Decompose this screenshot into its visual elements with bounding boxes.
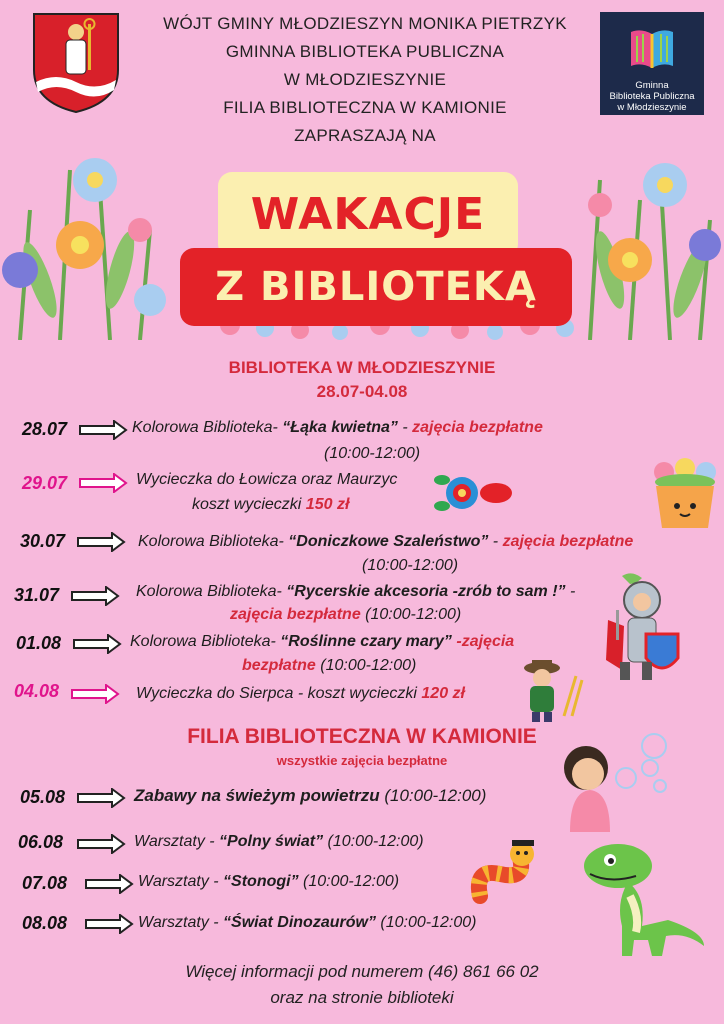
knight-icon xyxy=(602,570,682,682)
event-prefix: Kolorowa Biblioteka- xyxy=(136,583,287,600)
event-date: 07.08 xyxy=(22,873,68,893)
header-text xyxy=(130,10,600,150)
header-line: ZAPRASZAJĄ NA xyxy=(294,126,436,145)
event-description: Wycieczka do Łowicza oraz Maurzyc xyxy=(136,471,398,488)
event-description xyxy=(138,873,399,891)
footer-info: oraz na stronie biblioteki xyxy=(270,988,454,1007)
event-time: (10:00-12:00) xyxy=(320,657,417,674)
event-prefix: Kolorowa Biblioteka- xyxy=(138,533,289,550)
event-note: -zajęcia xyxy=(451,633,515,650)
coat-of-arms-icon xyxy=(30,10,122,114)
event-price: 150 zł xyxy=(305,496,350,513)
event-note: bezpłatne xyxy=(242,657,316,674)
event-description xyxy=(134,786,486,806)
header-line: GMINNA BIBLIOTEKA PUBLICZNA xyxy=(225,42,505,61)
event-separator: - xyxy=(488,533,503,550)
header-line: FILIA BIBLIOTECZNA W KAMIONIE xyxy=(223,98,507,117)
event-description xyxy=(138,533,633,551)
dinosaur-icon xyxy=(576,836,706,958)
book-icon xyxy=(627,26,677,74)
event-date: 05.08 xyxy=(20,787,66,807)
event-price: 120 zł xyxy=(421,685,465,702)
event-date: 08.08 xyxy=(22,913,68,933)
event-prefix: Kolorowa Biblioteka- xyxy=(130,633,281,650)
event-date: 31.07 xyxy=(14,585,60,605)
title-line-1: WAKACJE xyxy=(250,189,486,240)
event-name: “Doniczkowe Szaleństwo” xyxy=(288,533,489,550)
title-banner-top xyxy=(218,172,518,258)
event-name: “Rycerskie akcesoria -zrób to sam !” xyxy=(286,583,566,600)
title-line-2: Z BIBLIOTEKĄ xyxy=(215,264,537,310)
logo-text-line: Biblioteka Publiczna xyxy=(609,91,695,102)
footer-info: Więcej informacji pod numerem (46) 861 66 02 xyxy=(185,962,539,981)
event-separator: - xyxy=(565,583,576,600)
logo-text-line: w Młodzieszynie xyxy=(617,102,687,113)
event-description xyxy=(134,833,424,851)
flower-pot-icon xyxy=(650,458,720,530)
event-time: (10:00-12:00) xyxy=(380,914,477,931)
event-description xyxy=(130,633,514,651)
event-time: (10:00-12:00) xyxy=(327,833,424,850)
event-name: “Świat Dinozaurów” xyxy=(223,914,376,931)
girl-bubbles-icon xyxy=(556,728,674,832)
section-title: BIBLIOTEKA W MŁODZIESZYNIE xyxy=(228,358,496,377)
header-line: WÓJT GMINY MŁODZIESZYN MONIKA PIETRZYK xyxy=(163,14,567,33)
event-prefix: Kolorowa Biblioteka- xyxy=(132,419,283,436)
event-name: Zabawy na świeżym powietrzu xyxy=(134,786,380,805)
arrow-right-icon xyxy=(78,420,128,440)
event-date: 29.07 xyxy=(22,473,68,493)
event-note: zajęcia bezpłatne xyxy=(230,606,361,623)
event-note: zajęcia bezpłatne xyxy=(502,533,634,550)
event-cost xyxy=(192,496,349,514)
event-time: (10:00-12:00) xyxy=(384,786,487,805)
event-name: “Polny świat” xyxy=(219,833,324,850)
event-cost-label: koszt wycieczki xyxy=(192,496,306,513)
event-date: 06.08 xyxy=(18,832,64,852)
farmer-icon xyxy=(516,656,588,722)
event-note: zajęcia bezpłatne xyxy=(412,419,543,436)
arrow-right-icon xyxy=(70,586,120,606)
logo-text-line: Gminna xyxy=(635,80,669,91)
event-time: (10:00-12:00) xyxy=(362,557,459,574)
arrow-right-icon xyxy=(78,473,128,493)
event-separator: - xyxy=(397,419,413,436)
event-time: (10:00-12:00) xyxy=(324,445,421,462)
folk-flower-icon xyxy=(432,466,516,520)
event-name: “Roślinne czary mary” xyxy=(280,633,452,650)
section-dates: 28.07-04.08 xyxy=(316,382,408,401)
event-prefix: Warsztaty - xyxy=(134,833,220,850)
event-name: “Stonogi” xyxy=(223,873,299,890)
event-note-line xyxy=(230,606,461,624)
event-description xyxy=(138,914,476,932)
event-description xyxy=(132,419,543,437)
arrow-right-icon xyxy=(76,532,126,552)
centipede-icon xyxy=(470,838,550,906)
event-date: 01.08 xyxy=(16,633,62,653)
event-prefix: Warsztaty - xyxy=(138,914,224,931)
arrow-right-icon xyxy=(72,634,122,654)
event-date: 28.07 xyxy=(22,419,68,439)
event-time: (10:00-12:00) xyxy=(365,606,462,623)
arrow-right-icon xyxy=(76,788,126,808)
arrow-right-icon xyxy=(84,914,134,934)
section-subtitle: wszystkie zajęcia bezpłatne xyxy=(276,753,448,768)
event-date: 30.07 xyxy=(20,531,66,551)
event-date: 04.08 xyxy=(14,681,60,701)
event-text: Wycieczka do Sierpca - koszt wycieczki xyxy=(136,685,422,702)
arrow-right-icon xyxy=(76,834,126,854)
event-time: (10:00-12:00) xyxy=(303,873,400,890)
event-prefix: Warsztaty - xyxy=(138,873,224,890)
event-description xyxy=(136,685,465,703)
event-note-line xyxy=(242,657,416,675)
arrow-right-icon xyxy=(84,874,134,894)
library-logo xyxy=(600,12,704,115)
header-line: W MŁODZIESZYNIE xyxy=(283,70,447,89)
arrow-right-icon xyxy=(70,684,120,704)
event-description xyxy=(136,583,575,601)
event-name: “Łąka kwietna” xyxy=(282,419,398,436)
section-title: FILIA BIBLIOTECZNA W KAMIONIE xyxy=(187,725,537,748)
title-banner-bottom xyxy=(180,248,572,326)
